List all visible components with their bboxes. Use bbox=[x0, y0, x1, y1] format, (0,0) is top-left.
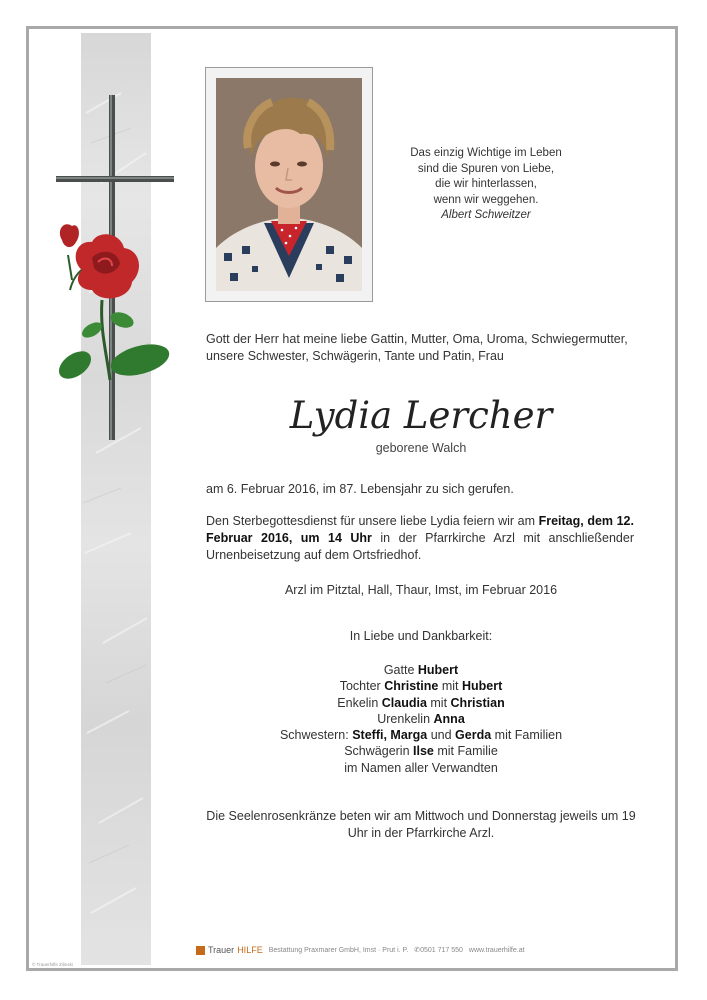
portrait-photo bbox=[216, 78, 362, 291]
birth-name: geborene Walch bbox=[375, 441, 467, 455]
quote-line: wenn wir weggehen. bbox=[433, 193, 539, 206]
copyright-note: © Trauerhilfe Zilinski bbox=[32, 962, 73, 967]
mourners-list bbox=[206, 662, 636, 776]
portrait-frame bbox=[205, 67, 373, 302]
service-text: in der Pfarrkirche Arzl mit anschließender Urnenbeisetzung auf dem Ortsfriedhof. bbox=[206, 531, 634, 562]
website-link[interactable]: www.trauerhilfe.at bbox=[468, 946, 525, 954]
trauerhilfe-logo: Trauer HILFE bbox=[196, 945, 263, 955]
mourner-line: Enkelin Claudia mit Christian bbox=[337, 695, 505, 710]
quote-line: sind die Spuren von Liebe, bbox=[417, 162, 555, 175]
quote-author: Albert Schweitzer bbox=[441, 209, 531, 221]
thanks-heading: In Liebe und Dankbarkeit: bbox=[349, 629, 493, 643]
mourner-line: Gatte Hubert bbox=[383, 663, 459, 677]
mourner-line: Schwägerin Ilse mit Familie bbox=[344, 744, 498, 759]
logo-mark-icon bbox=[196, 946, 205, 955]
phone-number: ✆0501 717 550 bbox=[414, 947, 463, 954]
place-and-date: Arzl im Pitztal, Hall, Thaur, Imst, im Februar 2016 bbox=[284, 583, 558, 597]
intro-text: Gott der Herr hat meine liebe Gattin, Mutter, Oma, Uroma, Schwiegermutter, unsere Schwester, Schwägerin, Tante und Patin, Frau bbox=[206, 332, 628, 363]
mourner-line: im Namen aller Verwandten bbox=[344, 760, 498, 775]
rosary-prayer-text: Die Seelenrosenkränze beten wir am Mittwoch und Donnerstag jeweils um 19 Uhr in der Pfarrkirche Arzl. bbox=[206, 809, 636, 840]
mourner-line: Schwestern: Steffi, Marga und Gerda mit Familien bbox=[279, 728, 563, 743]
service-text: Den Sterbegottesdienst für unsere liebe Lydia feiern wir am bbox=[206, 514, 539, 528]
funeral-service-text bbox=[206, 513, 634, 564]
mourner-line: Urenkelin Anna bbox=[377, 711, 465, 726]
deceased-name: Lydia Lercher bbox=[289, 394, 553, 437]
funeral-company: Bestattung Praxmarer GmbH, Imst · Prut i. P. bbox=[268, 946, 409, 954]
memorial-quote bbox=[400, 146, 572, 224]
service-date-time: Freitag, dem 12. Februar 2016, um 14 Uhr bbox=[206, 514, 634, 545]
mourner-line: Tochter Christine mit Hubert bbox=[339, 679, 503, 694]
quote-line: die wir hinterlassen, bbox=[435, 178, 537, 190]
date-of-death: am 6. Februar 2016, im 87. Lebensjahr zu sich gerufen. bbox=[206, 482, 514, 496]
quote-line: Das einzig Wichtige im Leben bbox=[410, 147, 562, 159]
footer bbox=[196, 943, 636, 957]
cross-with-rose-icon bbox=[40, 90, 180, 445]
